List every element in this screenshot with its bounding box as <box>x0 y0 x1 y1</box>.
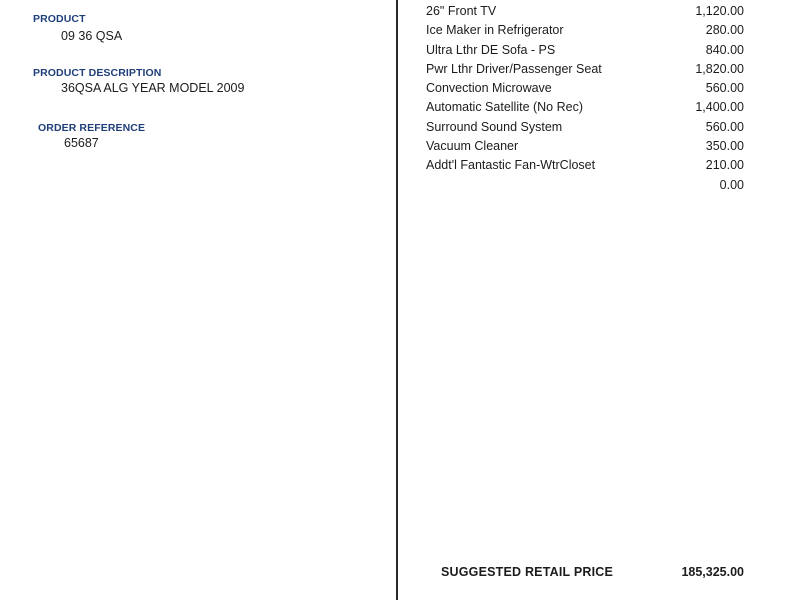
option-name: Vacuum Cleaner <box>426 139 519 154</box>
option-name: Pwr Lthr Driver/Passenger Seat <box>426 61 602 76</box>
option-price: 560.00 <box>705 81 744 96</box>
column-divider <box>396 0 398 600</box>
order-reference-value: 65687 <box>64 136 99 150</box>
option-name: Ultra Lthr DE Sofa - PS <box>426 42 556 57</box>
option-price: 1,820.00 <box>695 61 744 76</box>
option-row <box>426 137 746 156</box>
option-price: 280.00 <box>705 23 744 38</box>
option-row <box>426 41 746 60</box>
product-info-panel <box>0 0 396 600</box>
option-row <box>426 79 746 98</box>
option-row <box>426 176 746 195</box>
option-row <box>426 98 746 117</box>
option-price: 1,120.00 <box>695 4 744 18</box>
suggested-retail-price-row <box>441 565 744 579</box>
option-name: 26" Front TV <box>426 4 497 18</box>
option-price: 840.00 <box>705 42 744 57</box>
option-price: 350.00 <box>705 139 744 154</box>
option-row <box>426 156 746 175</box>
product-value: 09 36 QSA <box>61 29 123 43</box>
option-row <box>426 118 746 137</box>
option-name: Surround Sound System <box>426 119 563 134</box>
option-row <box>426 60 746 79</box>
option-price: 210.00 <box>705 158 744 173</box>
product-description-label: PRODUCT DESCRIPTION <box>33 67 162 79</box>
product-label: PRODUCT <box>33 13 86 25</box>
option-name: Convection Microwave <box>426 81 552 96</box>
option-name: Addt'l Fantastic Fan-WtrCloset <box>426 158 596 173</box>
option-price: 0.00 <box>719 177 744 192</box>
product-description-value: 36QSA ALG YEAR MODEL 2009 <box>61 81 245 95</box>
option-name: Ice Maker in Refrigerator <box>426 23 564 38</box>
suggested-retail-price-value: 185,325.00 <box>681 565 744 579</box>
option-row <box>426 21 746 40</box>
option-price: 1,400.00 <box>695 100 744 115</box>
suggested-retail-price-label: SUGGESTED RETAIL PRICE <box>441 565 614 579</box>
options-list <box>426 2 746 195</box>
order-reference-label: ORDER REFERENCE <box>38 122 146 134</box>
option-price: 560.00 <box>705 119 744 134</box>
option-row <box>426 2 746 21</box>
option-name: Automatic Satellite (No Rec) <box>426 100 584 115</box>
